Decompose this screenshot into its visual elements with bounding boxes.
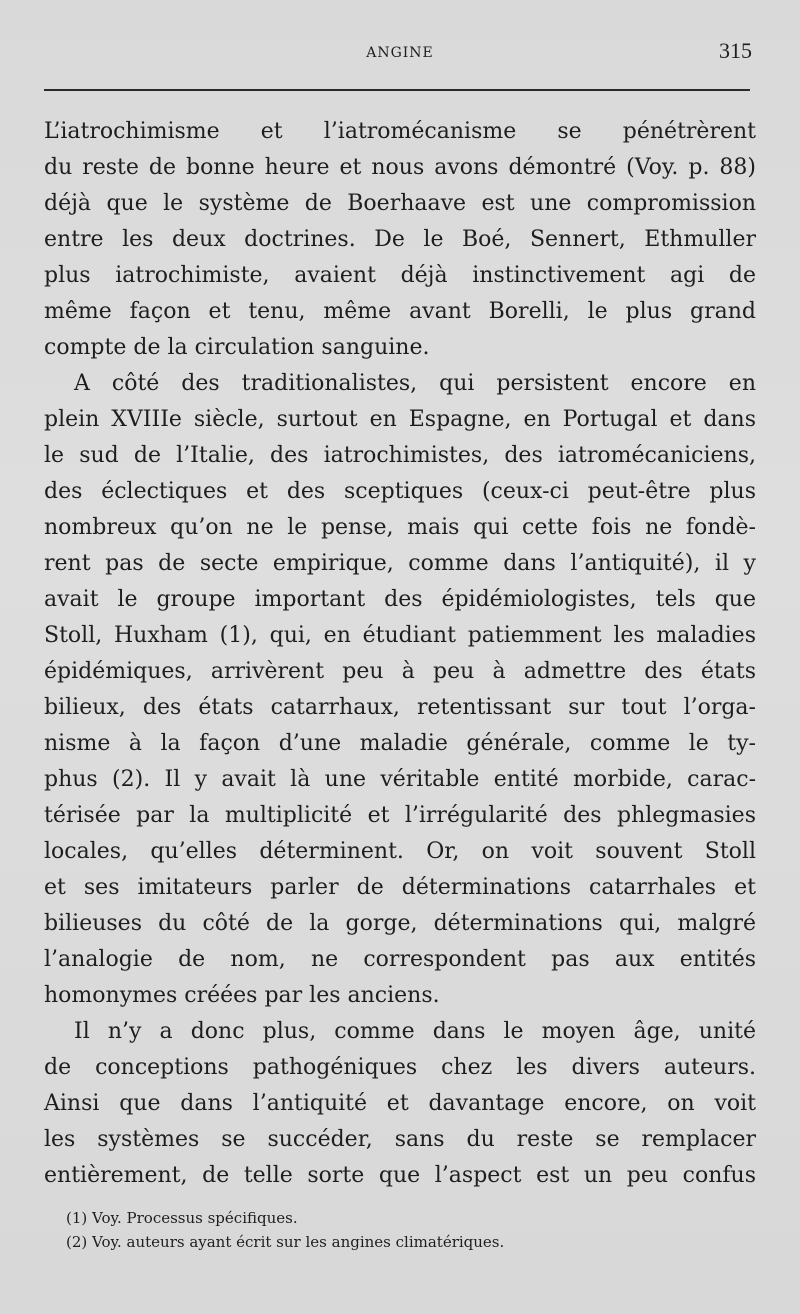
text-line: des éclectiques et des sceptiques (ceux-ci peut-être plus bbox=[44, 479, 756, 504]
text-line: locales, qu’elles déterminent. Or, on voit souvent Stoll bbox=[44, 839, 756, 864]
text-line: avait le groupe important des épidémiologistes, tels que bbox=[44, 587, 756, 612]
text-line: homonymes créées par les anciens. bbox=[44, 983, 440, 1008]
text-line: entièrement, de telle sorte que l’aspect est un peu confus bbox=[44, 1163, 756, 1188]
text-line: bilieux, des états catarrhaux, retentissant sur tout l’orga- bbox=[44, 695, 756, 720]
text-line: Stoll, Huxham (1), qui, en étudiant patiemment les maladies bbox=[44, 623, 756, 648]
page-number: 315 bbox=[719, 38, 752, 63]
text-line: phus (2). Il y avait là une véritable entité morbide, carac- bbox=[44, 767, 756, 792]
text-line: bilieuses du côté de la gorge, déterminations qui, malgré bbox=[44, 911, 756, 936]
text-line: A côté des traditionalistes, qui persistent encore en bbox=[74, 371, 756, 396]
footnotes bbox=[66, 1206, 746, 1254]
text-line: plein XVIIIe siècle, surtout en Espagne, en Portugal et dans bbox=[44, 407, 756, 432]
text-line: rent pas de secte empirique, comme dans l’antiquité), il y bbox=[44, 551, 756, 576]
text-line: déjà que le système de Boerhaave est une compromission bbox=[44, 191, 756, 216]
running-head-title: ANGINE bbox=[366, 45, 434, 61]
text-line: et ses imitateurs parler de déterminations catarrhales et bbox=[44, 875, 756, 900]
footnote-2: (2) Voy. auteurs ayant écrit sur les angines climatériques. bbox=[66, 1233, 505, 1251]
text-line: du reste de bonne heure et nous avons démontré (Voy. p. 88) bbox=[44, 155, 756, 180]
text-line: même façon et tenu, même avant Borelli, le plus grand bbox=[44, 299, 756, 324]
body-text bbox=[44, 114, 756, 1194]
text-line: compte de la circulation sanguine. bbox=[44, 335, 430, 360]
text-line: Ainsi que dans l’antiquité et davantage encore, on voit bbox=[44, 1091, 756, 1116]
text-line: nombreux qu’on ne le pense, mais qui cette fois ne fondè- bbox=[44, 515, 756, 540]
text-line: épidémiques, arrivèrent peu à peu à admettre des états bbox=[44, 659, 756, 684]
text-line: l’analogie de nom, ne correspondent pas aux entités bbox=[44, 947, 756, 972]
text-line: térisée par la multiplicité et l’irrégularité des phlegmasies bbox=[44, 803, 756, 828]
running-head bbox=[0, 38, 800, 66]
text-line: L’iatrochimisme et l’iatromécanisme se pénétrèrent bbox=[44, 119, 756, 144]
header-rule bbox=[44, 89, 750, 91]
text-line: de conceptions pathogéniques chez les divers auteurs. bbox=[44, 1055, 756, 1080]
text-line: nisme à la façon d’une maladie générale, comme le ty- bbox=[44, 731, 756, 756]
footnote-1: (1) Voy. Processus spécifiques. bbox=[66, 1209, 298, 1227]
text-line: entre les deux doctrines. De le Boé, Sennert, Ethmuller bbox=[44, 227, 756, 252]
text-line: Il n’y a donc plus, comme dans le moyen âge, unité bbox=[74, 1019, 756, 1044]
text-line: le sud de l’Italie, des iatrochimistes, des iatromécaniciens, bbox=[44, 443, 756, 468]
text-line: les systèmes se succéder, sans du reste se remplacer bbox=[44, 1127, 756, 1152]
text-line: plus iatrochimiste, avaient déjà instinctivement agi de bbox=[44, 263, 756, 288]
